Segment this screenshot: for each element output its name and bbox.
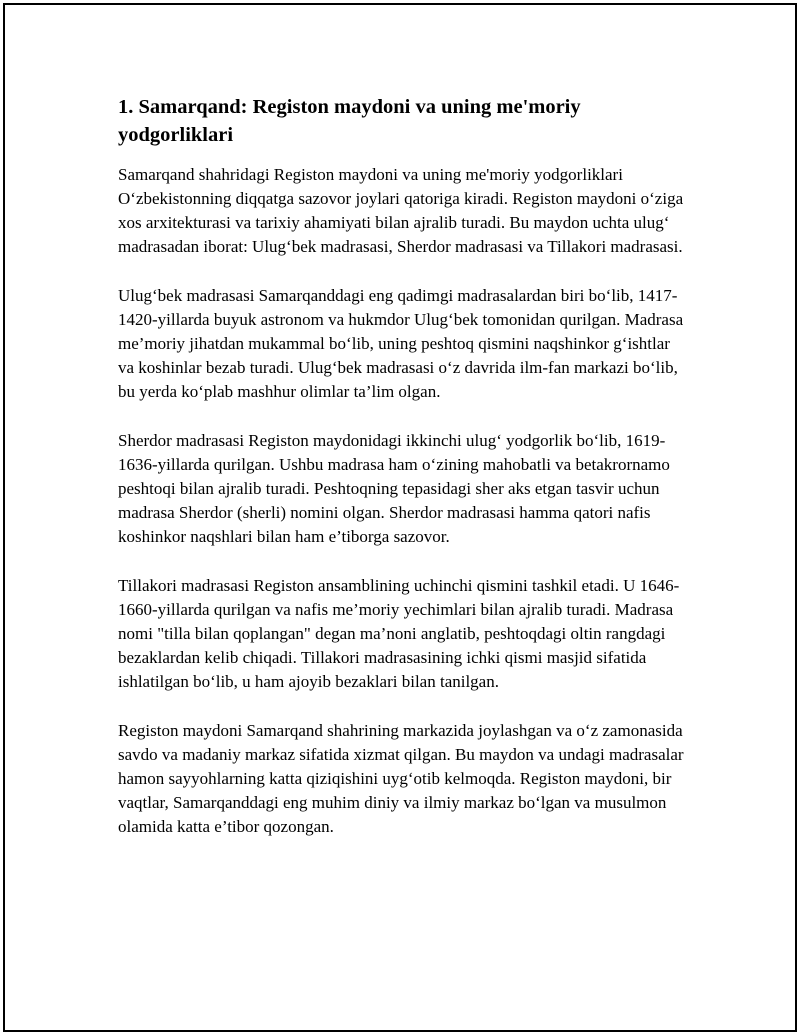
document-title: 1. Samarqand: Registon maydoni va uning me'moriy yodgorliklari — [118, 96, 581, 146]
document-body — [118, 93, 686, 864]
paragraph-ulugbek: Ulug‘bek madrasasi Samarqanddagi eng qadimgi madrasalardan biri bo‘lib, 1417-1420-yillarda buyuk astronom va hukmdor Ulug‘bek tomonidan qurilgan. Madrasa me’moriy jihatdan mukammal bo‘lib, uning peshtoq qismini naqshinkor g‘ishtlar va koshinlar bezab turadi. Ulug‘bek madrasasi o‘z davrida ilm-fan markazi bo‘lib, bu yerda ko‘plab mashhur olimlar ta’lim olgan. — [118, 286, 684, 401]
paragraph-intro: Samarqand shahridagi Registon maydoni va uning me'moriy yodgorliklari O‘zbekistonning diqqatga sazovor joylari qatoriga kiradi. Registon maydoni o‘ziga xos arxitekturasi va tarixiy ahamiyati bilan ajralib turadi. Bu maydon uchta ulug‘ madrasadan iborat: Ulug‘bek madrasasi, Sherdor madrasasi va Tillakori madrasasi. — [118, 165, 684, 256]
paragraph-sherdor: Sherdor madrasasi Registon maydonidagi ikkinchi ulug‘ yodgorlik bo‘lib, 1619-1636-yillarda qurilgan. Ushbu madrasa ham o‘zining mahobatli va betakrornamo peshtoqi bilan ajralib turadi. Peshtoqning tepasidagi sher aks etgan tasvir uchun madrasa Sherdor (sherli) nomini olgan. Sherdor madrasasi hamma qatori nafis koshinkor naqshlari bilan ham e’tiborga sazovor. — [118, 431, 670, 546]
paragraph-conclusion: Registon maydoni Samarqand shahrining markazida joylashgan va o‘z zamonasida savdo va madaniy markaz sifatida xizmat qilgan. Bu maydon va undagi madrasalar hamon sayyohlarning katta qiziqishini uyg‘otib kelmoqda. Registon maydoni, bir vaqtlar, Samarqanddagi eng muhim diniy va ilmiy markaz bo‘lgan va musulmon olamida katta e’tibor qozongan. — [118, 721, 684, 836]
paragraph-tillakori: Tillakori madrasasi Registon ansamblining uchinchi qismini tashkil etadi. U 1646-1660-yillarda qurilgan va nafis me’moriy yechimlari bilan ajralib turadi. Madrasa nomi "tilla bilan qoplangan" degan ma’noni anglatib, peshtoqdagi oltin rangdagi bezaklardan kelib chiqadi. Tillakori madrasasining ichki qismi masjid sifatida ishlatilgan bo‘lib, u ham ajoyib bezaklari bilan tanilgan. — [118, 576, 680, 691]
